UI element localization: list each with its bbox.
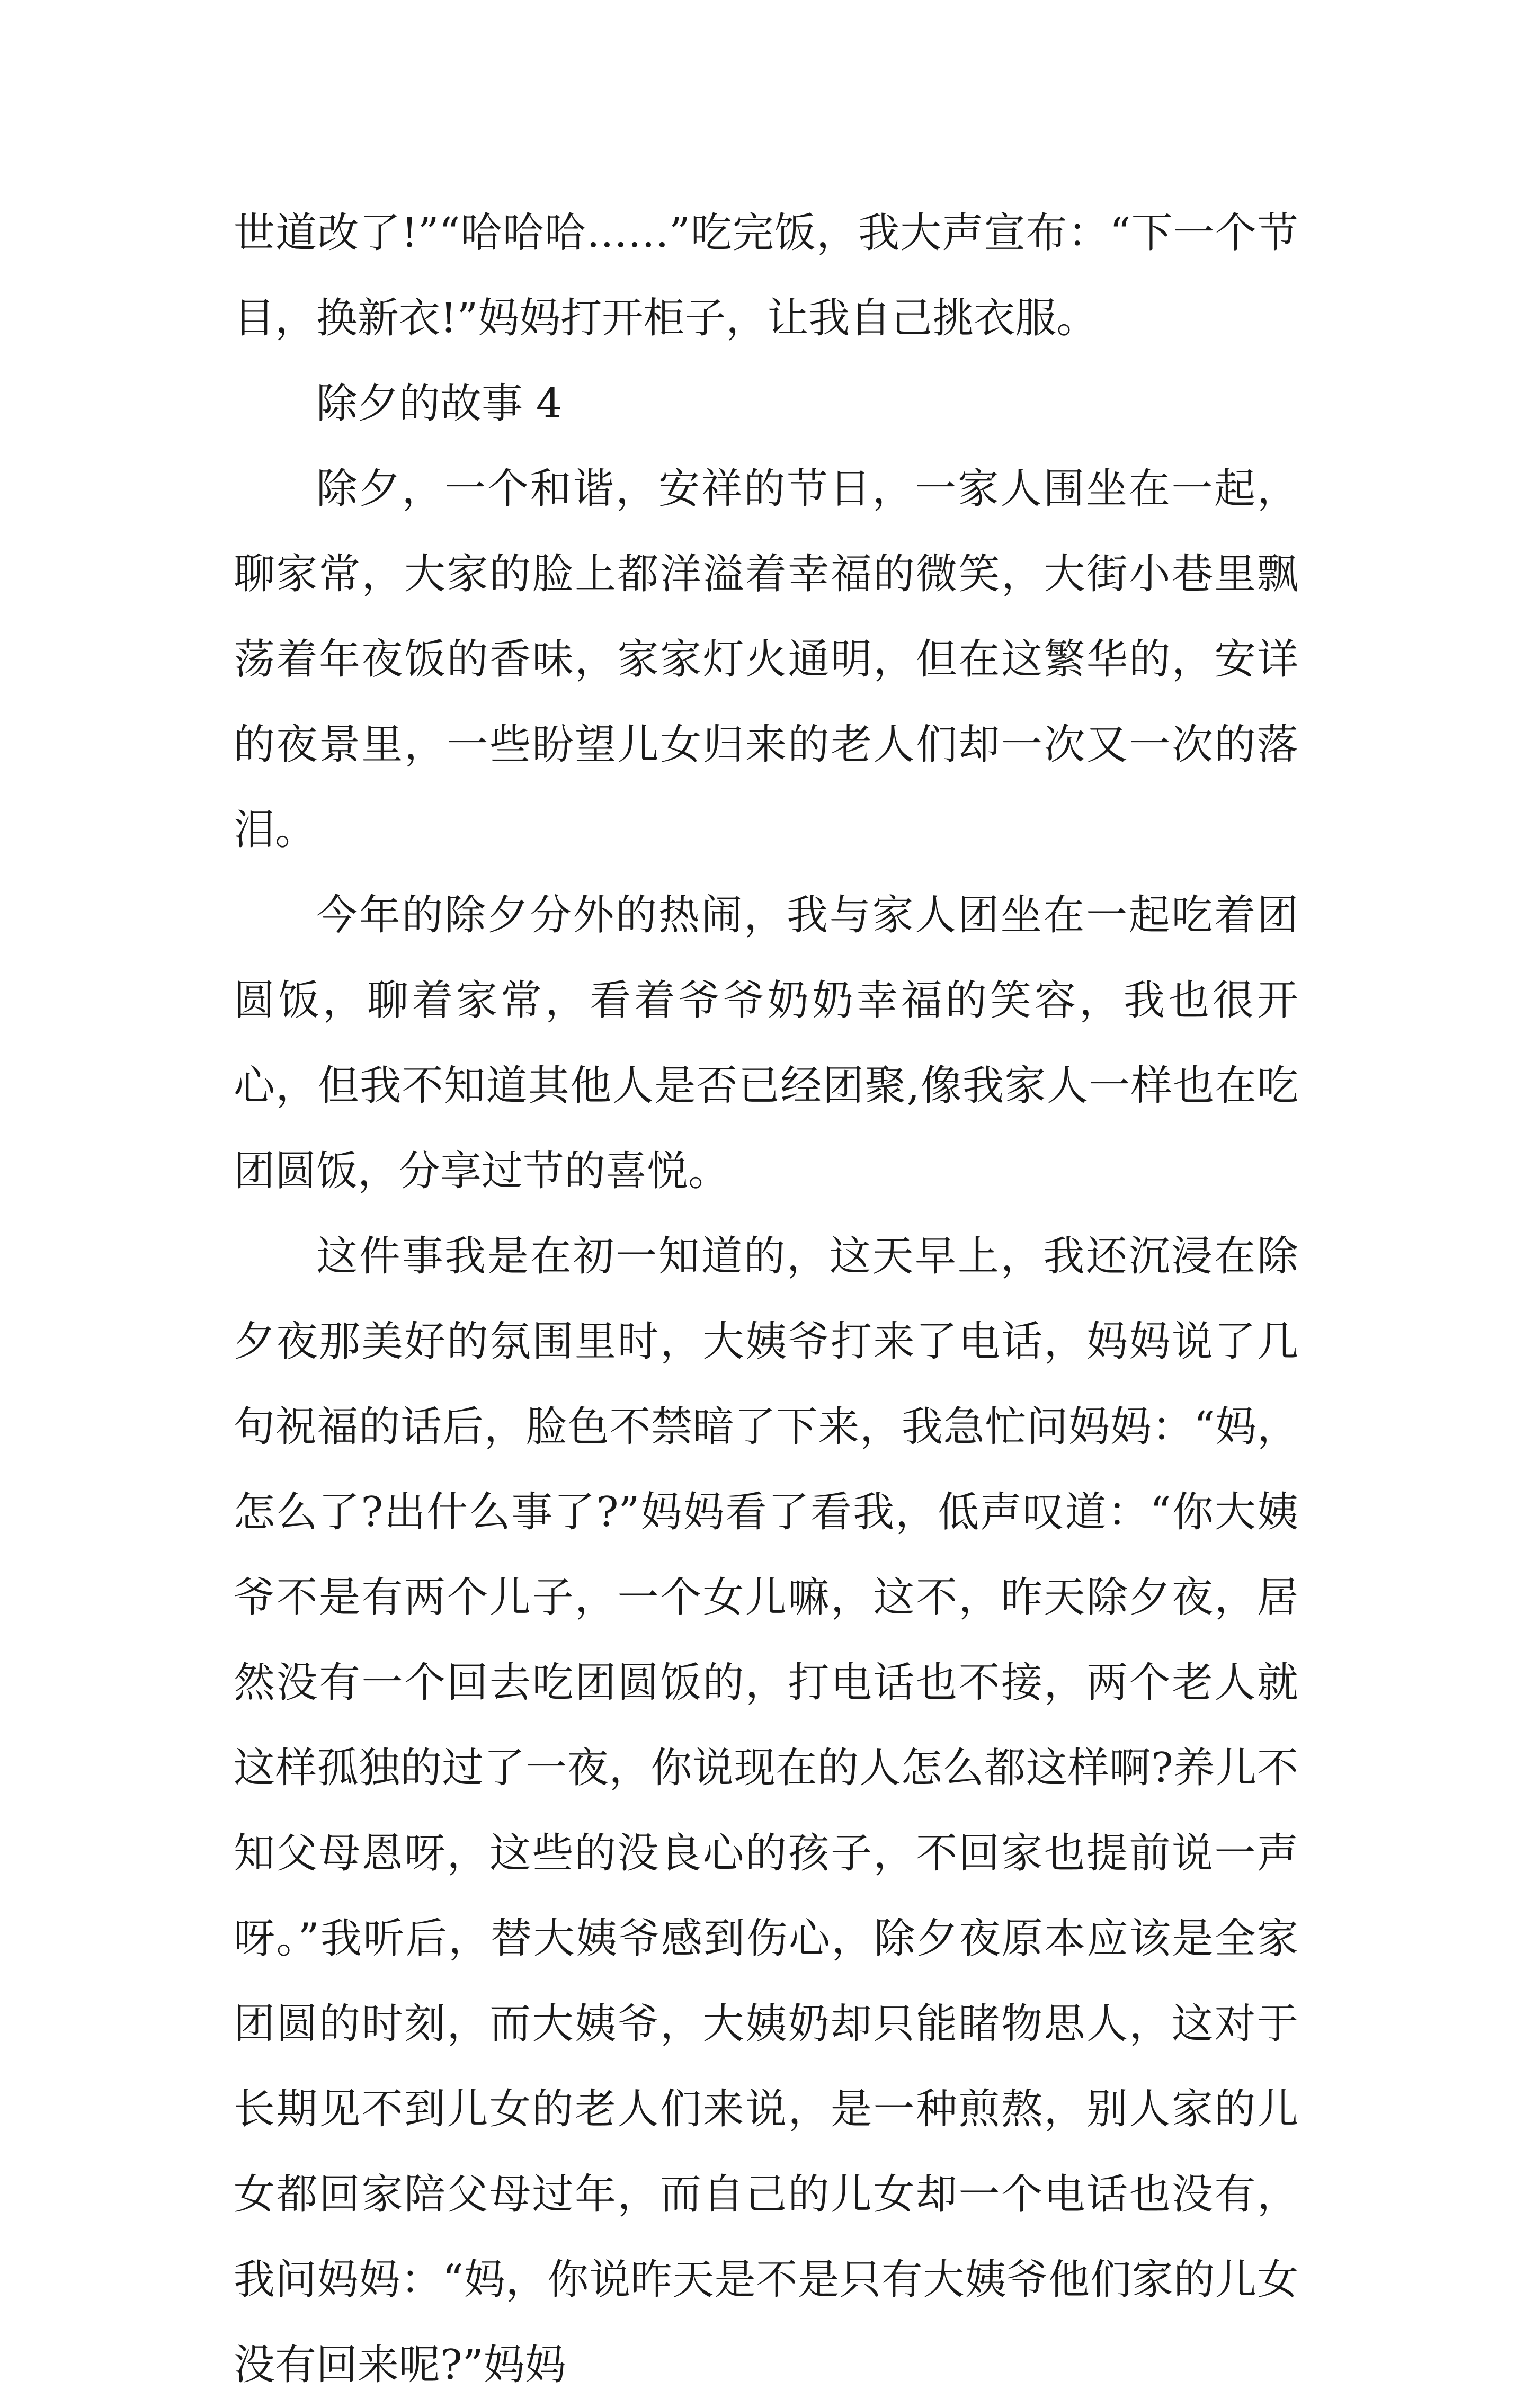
- paragraph: 这件事我是在初一知道的，这天早上，我还沉浸在除夕夜那美好的氛围里时，大姨爷打来了电话，妈妈说了几句祝福的话后，脸色不禁暗了下来，我急忙问妈妈：“妈，怎么了?出什么事了?”妈妈看了看我，低声叹道：“你大姨爷不是有两个儿子，一个女儿嘛，这不，昨天除夕夜，居然没有一个回去吃团圆饭的，打电话也不接，两个老人就这样孤独的过了一夜，你说现在的人怎么都这样啊?养儿不知父母恩呀，这些的没良心的孩子，不回家也提前说一声呀。”我听后，替大姨爷感到伤心，除夕夜原本应该是全家团圆的时刻，而大姨爷，大姨奶却只能睹物思人，这对于长期见不到儿女的老人们来说，是一种煎熬，别人家的儿女都回家陪父母过年，而自己的儿女却一个电话也没有，我问妈妈：“妈，你说昨天是不是只有大姨爷他们家的儿女没有回来呢?”妈妈: [234, 1233, 1298, 2389]
- paragraph: 今年的除夕分外的热闹，我与家人团坐在一起吃着团圆饭，聊着家常，看着爷爷奶奶幸福的笑容，我也很开心，但我不知道其他人是否已经团聚,像我家人一样也在吃团圆饭，分享过节的喜悦。: [234, 891, 1298, 1195]
- body-text: [234, 191, 1298, 2408]
- section-heading: 除夕的故事 4: [316, 380, 563, 427]
- paragraph: 除夕，一个和谐，安祥的节日，一家人围坐在一起，聊家常，大家的脸上都洋溢着幸福的微笑，大街小巷里飘荡着年夜饭的香味，家家灯火通明，但在这繁华的，安详的夜景里，一些盼望儿女归来的老人们却一次又一次的落泪。: [234, 465, 1298, 854]
- paragraph-continuation: 世道改了!”“哈哈哈……”吃完饭，我大声宣布：“下一个节目，换新衣!”妈妈打开柜子，让我自己挑衣服。: [234, 209, 1298, 342]
